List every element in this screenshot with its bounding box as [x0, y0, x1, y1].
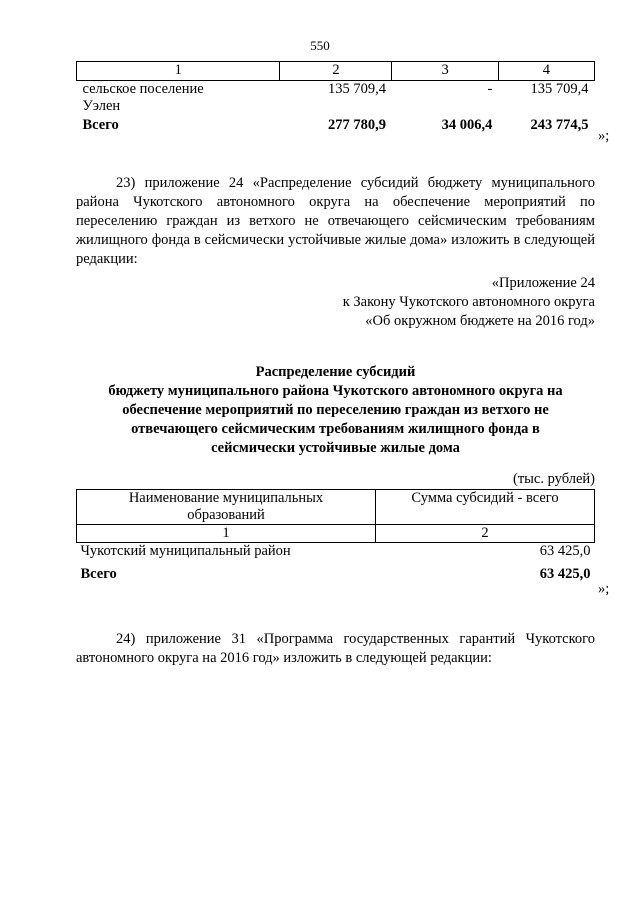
row-value: -: [487, 81, 493, 97]
row-name-line: Уэлен: [82, 98, 121, 114]
number-cell: 1: [77, 525, 376, 543]
appendix-line: «Приложение 24: [491, 275, 595, 291]
row-value: 135 709,4: [327, 81, 386, 97]
row-value: 63 425,0: [539, 543, 591, 559]
row-name: Чукотский муниципальный район: [80, 543, 291, 559]
subsidy-table-continued: [76, 61, 595, 134]
table-header-row: [77, 490, 595, 525]
row-name-line: сельское поселение: [82, 81, 204, 97]
total-label: Всего: [80, 566, 117, 582]
table-header-row: [77, 62, 595, 81]
appendix-line: «Об окружном бюджете на 2016 год»: [365, 313, 595, 329]
header-cell: 2: [280, 62, 392, 81]
title-line: бюджету муниципального района Чукотского автономного округа на: [108, 383, 563, 399]
total-row: [77, 115, 595, 134]
total-label: Всего: [82, 117, 119, 133]
title-line: отвечающего сейсмическим требованиям жилищного фонда в: [131, 421, 540, 437]
title-line: Распределение субсидий: [255, 364, 416, 380]
header-cell: 3: [392, 62, 498, 81]
number-cell: 2: [376, 525, 595, 543]
header-line: образований: [187, 507, 265, 523]
total-row: [77, 560, 595, 583]
header-line: Наименование муниципальных: [128, 490, 324, 506]
closing-quote: »;: [598, 128, 610, 144]
units-label: (тыс. рублей): [513, 471, 595, 487]
row-name: [77, 81, 280, 116]
total-value: 277 780,9: [327, 117, 386, 133]
header-cell: 4: [498, 62, 594, 81]
closing-quote: »;: [598, 581, 610, 597]
paragraph-23: 23) приложение 24 «Распределение субсидий бюджету муниципального района Чукотского автономного округа на обеспечение мероприятий по переселению граждан из ветхого не отвечающего сейсмическим требованиям жилищного фонда в сейсмически устойчивые жилые дома» изложить в следующей редакции:: [76, 175, 595, 267]
title-line: сейсмически устойчивые жилые дома: [211, 440, 460, 456]
document-title: [76, 363, 595, 458]
title-line: обеспечение мероприятий по переселению граждан из ветхого не: [122, 402, 549, 418]
header-cell-name: [77, 490, 376, 525]
header-cell-sum: Сумма субсидий - всего: [376, 490, 595, 525]
total-value: 34 006,4: [441, 117, 493, 133]
paragraph-24: 24) приложение 31 «Программа государственных гарантий Чукотского автономного округа на 2016 год» изложить в следующей редакции:: [76, 631, 595, 666]
table-row: [77, 543, 595, 561]
row-value: 135 709,4: [530, 81, 589, 97]
subsidy-table: [76, 489, 595, 583]
appendix-header: [300, 274, 595, 331]
appendix-line: к Закону Чукотского автономного округа: [342, 294, 595, 310]
page-number: 550: [310, 38, 330, 53]
table-number-row: [77, 525, 595, 543]
total-value: 243 774,5: [530, 117, 589, 133]
table-row: [77, 81, 595, 116]
total-value: 63 425,0: [539, 566, 591, 582]
header-cell: 1: [77, 62, 280, 81]
